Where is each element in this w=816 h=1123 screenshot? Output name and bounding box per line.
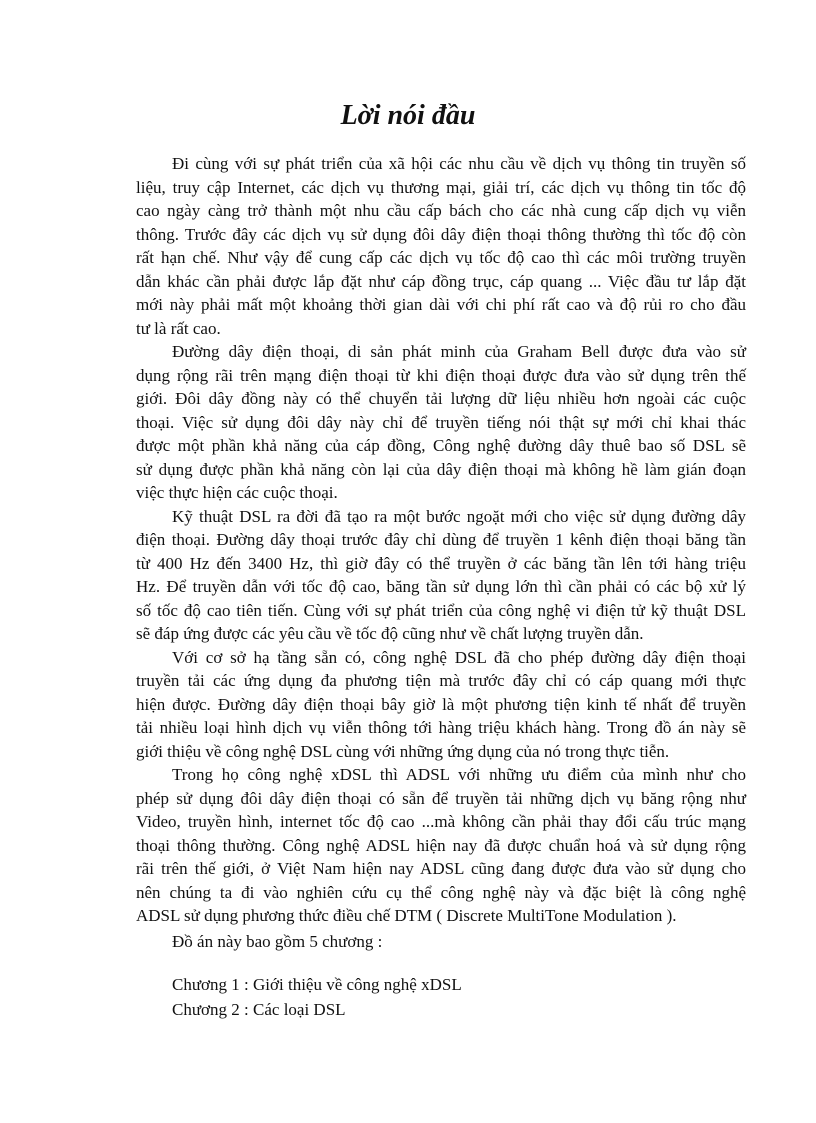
paragraph-line: hiện được. Đường dây điện thoại bây giờ là một phương tiện kinh tế nhất để truyền	[136, 694, 746, 714]
paragraph-line: cao ngày càng trở thành một nhu cầu cấp bách cho các nhà cung cấp dịch vụ viễn	[136, 201, 746, 220]
paragraph-line: tải nhiều loại hình dịch vụ viễn thông tới hàng triệu khách hàng. Trong đồ án này sẽ	[136, 718, 746, 737]
chapter-item: Chương 2 : Các loại DSL	[172, 1000, 346, 1019]
paragraph-line: Với cơ sở hạ tầng sẵn có, công nghệ DSL đã cho phép đường dây điện thoại	[172, 647, 746, 667]
paragraph-line: rất hạn chế. Như vậy để cung cấp các dịch vụ tốc độ cao thì các môi trường truyền	[136, 248, 746, 267]
paragraph-line: ADSL sử dụng phương thức điều chế DTM ( Discrete MultiTone Modulation ).	[136, 906, 677, 925]
paragraph-line: điện thoại. Đường dây thoại trước đây chỉ dùng để truyền 1 kênh điện thoại băng tần	[136, 530, 746, 549]
paragraph-line: thoại thông thường. Công nghệ ADSL hiện nay đã được chuẩn hoá và sử dụng rộng	[136, 835, 746, 855]
page-title: Lời nói đầu	[340, 100, 476, 131]
paragraph	[136, 152, 746, 340]
paragraph-line: việc thực hiện các cuộc thoại.	[136, 483, 338, 502]
paragraph-line: Kỹ thuật DSL ra đời đã tạo ra một bước ngoặt mới cho việc sử dụng đường dây	[172, 506, 746, 526]
body-text	[136, 152, 746, 928]
paragraph-line: sử dụng được phần khả năng còn lại của dây điện thoại mà không hề làm gián đoạn	[136, 459, 746, 479]
paragraph-line: thông. Trước đây các dịch vụ sử dụng đôi dây điện thoại thông thường thì tốc độ còn	[136, 224, 746, 244]
chapter-list	[172, 972, 462, 1022]
paragraph-line: số tốc độ cao tiên tiến. Cùng với sự phát triển của công nghệ vi điện tử kỹ thuật DSL	[136, 600, 746, 620]
paragraph-line: liệu, truy cập Internet, các dịch vụ thương mại, giải trí, các dịch vụ thông tin tốc độ	[136, 177, 746, 197]
paragraph-line: từ 400 Hz đến 3400 Hz, thì giờ đây có thể truyền ở các băng tần lên tới hàng triệu	[136, 553, 746, 573]
paragraph-line: được một phần khả năng của cáp đồng, Công nghệ đường dây thuê bao số DSL sẽ	[136, 436, 746, 455]
chapter-intro: Đồ án này bao gồm 5 chương :	[172, 932, 383, 951]
paragraph-line: giới. Đôi dây đồng này có thể chuyển tải lượng dữ liệu nhiều hơn ngoài các cuộc	[136, 389, 746, 408]
chapter-item: Chương 1 : Giới thiệu về công nghệ xDSL	[172, 975, 462, 994]
paragraph-line: dụng rộng rãi trên mạng điện thoại từ khi điện thoại được đưa vào sử dụng trên thế	[136, 365, 746, 385]
paragraph-line: sẽ đáp ứng được các yêu cầu về tốc độ cũng như về chất lượng truyền dẫn.	[136, 624, 644, 643]
paragraph-line: Hz. Để truyền dẫn với tốc độ cao, băng tần sử dụng lớn thì cần phải có các bộ xử lý	[136, 577, 746, 596]
paragraph	[136, 646, 746, 764]
paragraph-line: thoại. Việc sử dụng đôi dây này chỉ để truyền tiếng nói thật sự mới chỉ khai thác	[136, 412, 746, 432]
paragraph-line: Trong họ công nghệ xDSL thì ADSL với những ưu điểm của mình như cho	[172, 765, 746, 784]
paragraph-line: truyền tải các ứng dụng đa phương tiện mà trước đây chỉ có cáp quang mới thực	[136, 671, 746, 690]
paragraph-line: giới thiệu về công nghệ DSL cùng với những ứng dụng của nó trong thực tiễn.	[136, 741, 670, 761]
paragraph	[136, 340, 746, 505]
paragraph-line: mới này phải mất một khoảng thời gian dài với chi phí rất cao và độ rủi ro cho đầu	[136, 295, 746, 314]
paragraph-line: Đường dây điện thoại, di sản phát minh của Graham Bell được đưa vào sử	[172, 342, 746, 361]
paragraph-line: Đi cùng với sự phát triển của xã hội các nhu cầu về dịch vụ thông tin truyền số	[172, 154, 746, 173]
paragraph-line: phép sử dụng đôi dây điện thoại có sẵn để truyền tải những dịch vụ băng rộng như	[136, 788, 746, 808]
paragraph	[136, 505, 746, 646]
paragraph-line: nên chúng ta đi vào nghiên cứu cụ thể công nghệ này và đặc biệt là công nghệ	[136, 882, 746, 902]
paragraph-line: rãi trên thế giới, ở Việt Nam hiện nay ADSL cũng đang được đưa vào sử dụng cho	[136, 859, 746, 878]
paragraph-line: tư là rất cao.	[136, 318, 221, 338]
paragraph-line: Video, truyền hình, internet tốc độ cao ...mà không cần phải thay đổi cấu trúc mạng	[136, 812, 746, 831]
paragraph-line: dẫn khác cần phải được lắp đặt như cáp đồng trục, cáp quang ... Việc đầu tư lắp đặt	[136, 271, 746, 291]
paragraph	[136, 763, 746, 928]
